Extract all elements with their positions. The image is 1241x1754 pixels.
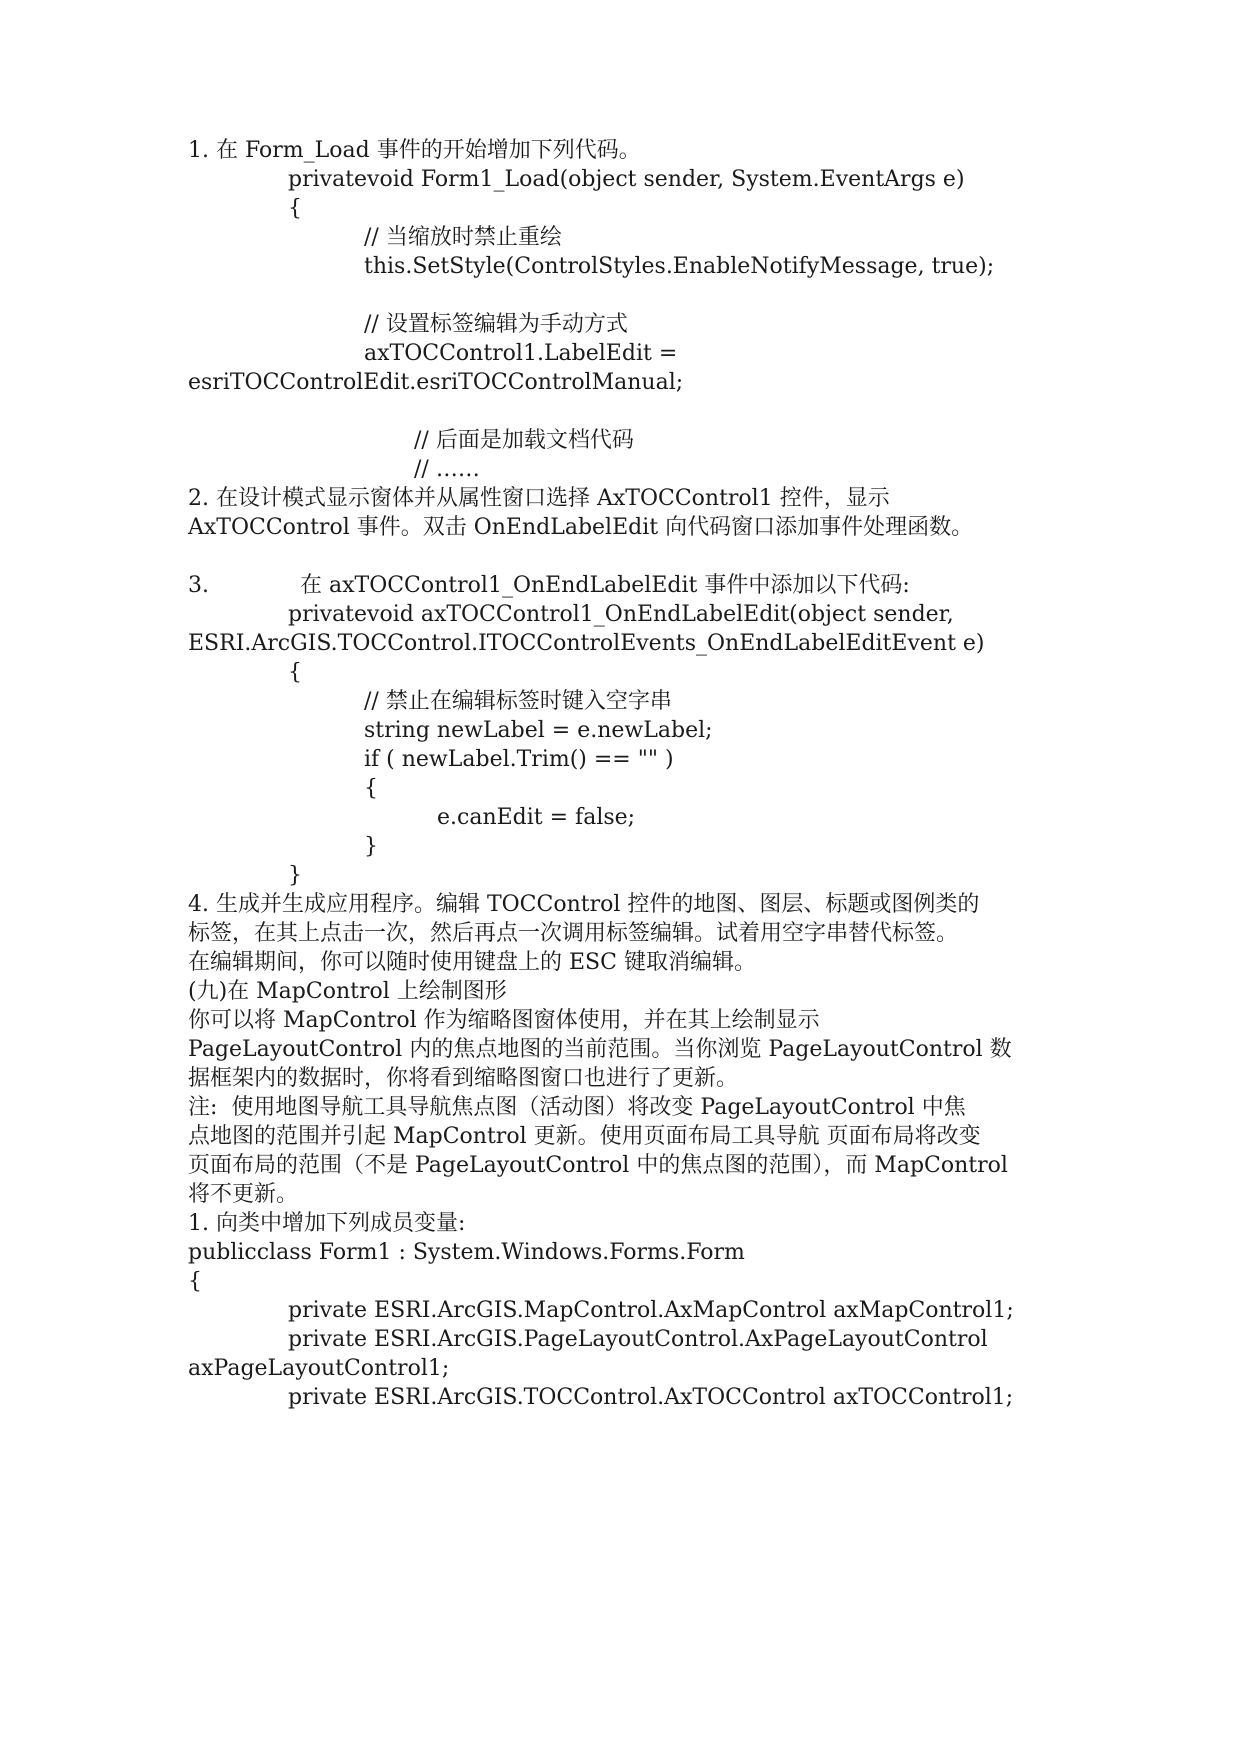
- note-line: 点地图的范围并引起 MapControl 更新。使用页面布局工具导航 页面布局将改变: [188, 1124, 981, 1149]
- step-1-heading: 1. 向类中增加下列成员变量:: [188, 1211, 466, 1236]
- code-line: publicclass Form1 : System.Windows.Forms.Form: [188, 1240, 745, 1265]
- section-heading: (九)在 MapControl 上绘制图形: [188, 979, 507, 1004]
- step-1-heading: 1. 在 Form_Load 事件的开始增加下列代码。: [188, 138, 641, 163]
- step-4-text: 4. 生成并生成应用程序。编辑 TOCControl 控件的地图、图层、标题或图例类的: [188, 892, 980, 917]
- step-2-text: 2. 在设计模式显示窗体并从属性窗口选择 AxTOCControl1 控件，显示: [188, 486, 890, 511]
- step-3-text: 在 axTOCControl1_OnEndLabelEdit 事件中添加以下代码:: [300, 573, 910, 598]
- code-line: private ESRI.ArcGIS.TOCControl.AxTOCControl axTOCControl1;: [288, 1385, 1014, 1410]
- code-line: {: [288, 196, 302, 221]
- step-4-text: 标签，在其上点击一次，然后再点一次调用标签编辑。试着用空字串替代标签。: [188, 921, 959, 946]
- code-line: {: [364, 776, 378, 801]
- code-line: e.canEdit = false;: [437, 805, 636, 830]
- code-line: esriTOCControlEdit.esriTOCControlManual;: [188, 370, 684, 395]
- paragraph-line: 你可以将 MapControl 作为缩略图窗体使用，并在其上绘制显示: [188, 1008, 820, 1033]
- code-comment: // 当缩放时禁止重绘: [364, 225, 562, 250]
- note-line: 注: 使用地图导航工具导航焦点图（活动图）将改变 PageLayoutControl 中焦: [188, 1095, 966, 1120]
- code-comment: // 设置标签编辑为手动方式: [364, 312, 628, 337]
- code-line: privatevoid Form1_Load(object sender, System.EventArgs e): [288, 167, 965, 192]
- code-line: }: [364, 834, 378, 859]
- code-line: private ESRI.ArcGIS.MapControl.AxMapControl axMapControl1;: [288, 1298, 1014, 1323]
- code-line: this.SetStyle(ControlStyles.EnableNotifyMessage, true);: [364, 254, 995, 279]
- code-line: ESRI.ArcGIS.TOCControl.ITOCControlEvents_OnEndLabelEditEvent e): [188, 631, 985, 656]
- step-2-text: AxTOCControl 事件。双击 OnEndLabelEdit 向代码窗口添加事件处理函数。: [188, 515, 974, 540]
- code-line: axTOCControl1.LabelEdit =: [364, 341, 678, 366]
- note-line: 将不更新。: [188, 1182, 299, 1207]
- step-3-number: 3.: [188, 573, 209, 598]
- code-line: if ( newLabel.Trim() == "" ): [364, 747, 674, 772]
- code-line: axPageLayoutControl1;: [188, 1356, 450, 1381]
- code-line: privatevoid axTOCControl1_OnEndLabelEdit(object sender,: [288, 602, 954, 627]
- paragraph-line: PageLayoutControl 内的焦点地图的当前范围。当你浏览 PageLayoutControl 数: [188, 1037, 1012, 1062]
- paragraph-line: 据框架内的数据时，你将看到缩略图窗口也进行了更新。: [188, 1066, 739, 1091]
- note-line: 页面布局的范围（不是 PageLayoutControl 中的焦点图的范围），而 MapControl: [188, 1153, 1008, 1178]
- code-line: }: [288, 863, 302, 888]
- step-4-text: 在编辑期间，你可以随时使用键盘上的 ESC 键取消编辑。: [188, 950, 756, 975]
- code-comment: // ……: [414, 457, 480, 482]
- code-comment: // 禁止在编辑标签时键入空字串: [364, 689, 672, 714]
- code-line: {: [288, 660, 302, 685]
- code-line: private ESRI.ArcGIS.PageLayoutControl.AxPageLayoutControl: [288, 1327, 988, 1352]
- code-line: {: [188, 1269, 202, 1294]
- code-comment: // 后面是加载文档代码: [414, 428, 634, 453]
- code-line: string newLabel = e.newLabel;: [364, 718, 713, 743]
